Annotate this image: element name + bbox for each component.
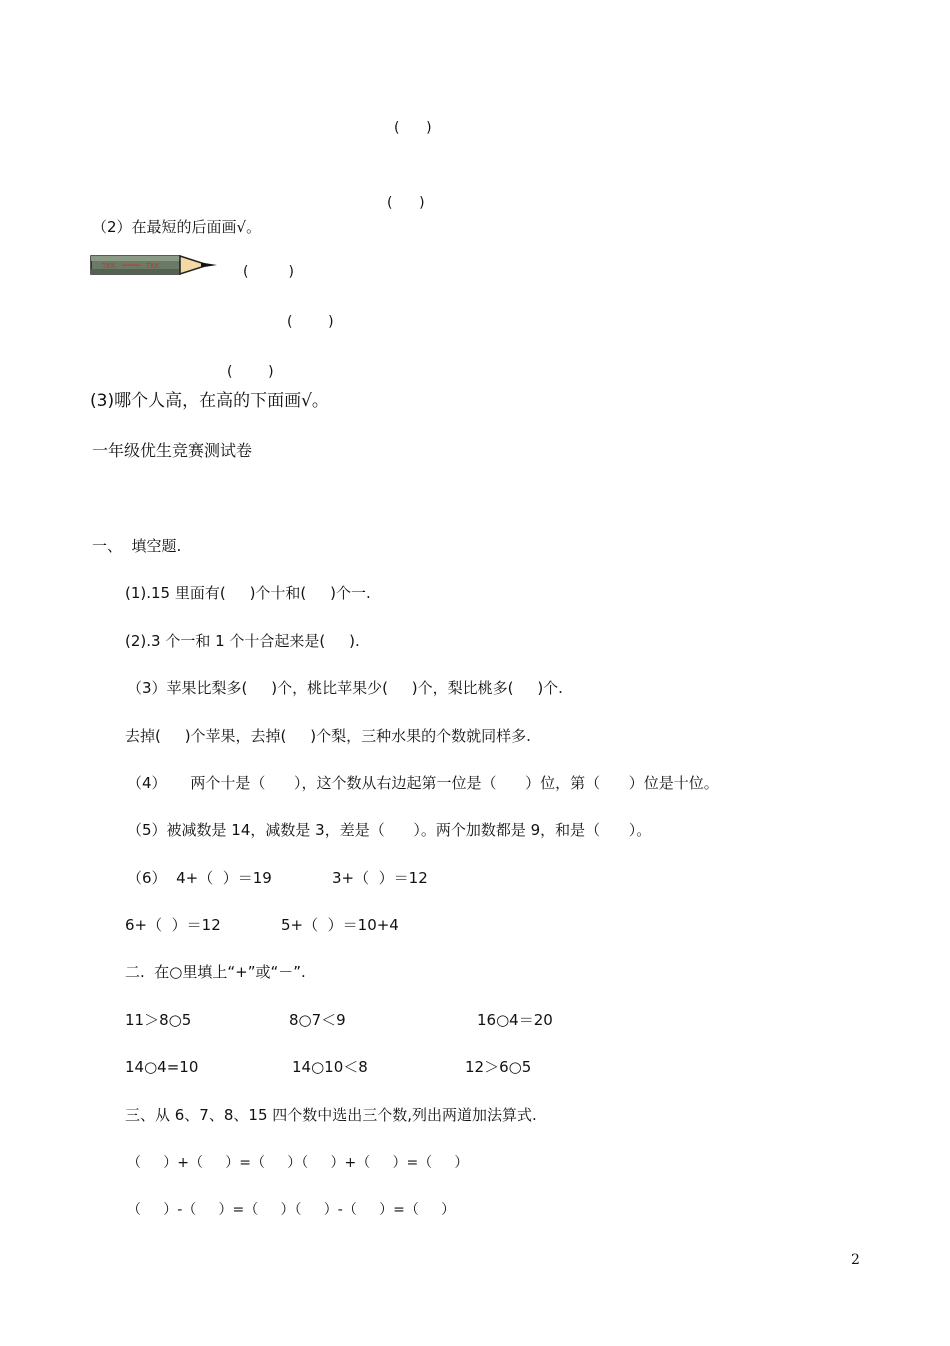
answer-blank: ( )	[387, 195, 425, 211]
pencil-label: TKK	[146, 262, 160, 270]
equation-item: 12＞6○5	[465, 1058, 532, 1076]
question-item: （4） 两个十是（ ），这个数从右边起第一位是（ ）位，第（ ）位是十位。	[127, 774, 719, 792]
equation-item: 14○10＜8	[292, 1058, 368, 1076]
equation-template: （ ）+（ ）=（ ）（ ）+（ ）=（ ）	[127, 1155, 469, 1171]
answer-blank: ( )	[287, 314, 334, 330]
question-3-instruction: (3)哪个人高，在高的下面画√。	[90, 391, 329, 411]
question-2-instruction: （2）在最短的后面画√。	[92, 218, 262, 236]
equation-item: 16○4＝20	[477, 1011, 553, 1029]
equation-template: （ ）-（ ）=（ ）（ ）-（ ）=（ ）	[127, 1202, 456, 1218]
page-number: 2	[851, 1252, 860, 1268]
equation-item: 11＞8○5	[125, 1011, 192, 1029]
section-heading: 二. 在○里填上“+”或“－”.	[125, 963, 306, 981]
question-item: （3）苹果比梨多( )个，桃比苹果少( )个，梨比桃多( )个.	[127, 679, 563, 697]
pencil-image	[90, 253, 220, 277]
section-heading: 一、 填空题.	[92, 537, 182, 555]
pencil-label: TKK	[102, 262, 116, 270]
answer-blank: ( )	[394, 120, 432, 136]
section-heading: 三、从 6、7、8、15 四个数中选出三个数,列出两道加法算式.	[125, 1106, 537, 1124]
question-item: (1).15 里面有( )个十和( )个一.	[125, 584, 371, 602]
equation-item: 8○7＜9	[289, 1011, 346, 1029]
equation-item: （6） 4+（ ）＝19	[127, 869, 272, 887]
equation-item: 14○4=10	[125, 1058, 199, 1076]
equation-item: 6+（ ）＝12	[125, 916, 221, 934]
answer-blank: ( )	[243, 264, 294, 280]
test-title: 一年级优生竞赛测试卷	[92, 441, 253, 460]
question-item: （5）被减数是 14，减数是 3，差是（ ）。两个加数都是 9，和是（ ）。	[127, 821, 652, 839]
equation-item: 5+（ ）＝10+4	[281, 916, 399, 934]
question-item: 去掉( )个苹果，去掉( )个梨，三种水果的个数就同样多.	[125, 727, 531, 745]
question-item: (2).3 个一和 1 个十合起来是( ).	[125, 632, 360, 650]
equation-item: 3+（ ）＝12	[332, 869, 428, 887]
answer-blank: ( )	[227, 364, 274, 380]
